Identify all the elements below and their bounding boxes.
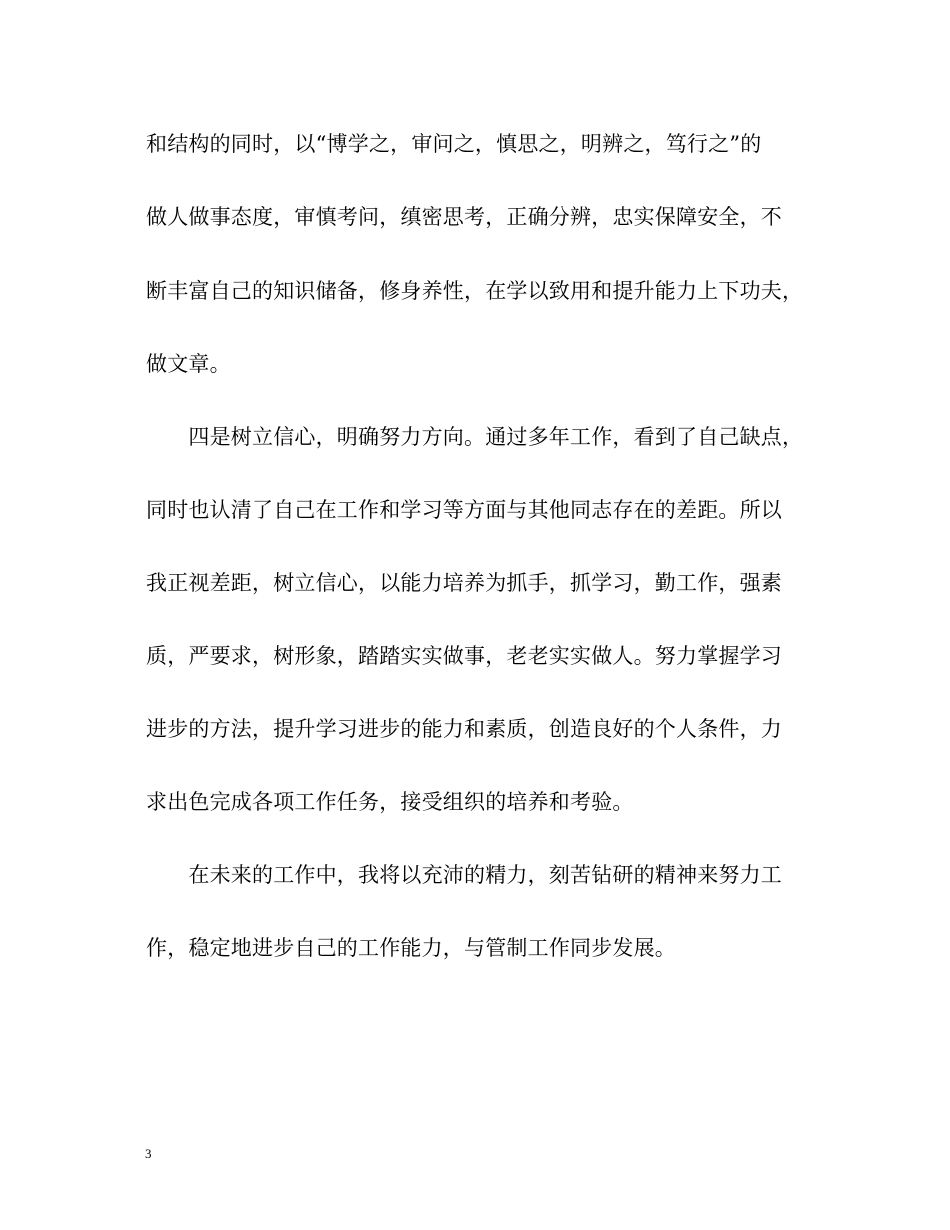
text-line: 在未来的工作中，我将以充沛的精力，刻苦钻研的精神来努力工 <box>146 863 782 887</box>
text-line: 进步的方法，提升学习进步的能力和素质，创造良好的个人条件，力 <box>146 717 782 741</box>
text-line: 求出色完成各项工作任务，接受组织的培养和考验。 <box>146 790 634 814</box>
text-line: 质，严要求，树形象，踏踏实实做事，老老实实做人。努力掌握学习 <box>146 644 782 668</box>
text-line: 作，稳定地进步自己的工作能力，与管制工作同步发展。 <box>146 936 676 960</box>
text-line: 断丰富自己的知识储备，修身养性，在学以致用和提升能力上下功夫， <box>146 279 804 303</box>
text-line: 做人做事态度，审慎考问，缜密思考，正确分辨，忠实保障安全，不 <box>146 205 782 229</box>
text-line: 和结构的同时，以“博学之，审问之，慎思之，明辨之，笃行之”的 <box>146 132 762 156</box>
text-line: 同时也认清了自己在工作和学习等方面与其他同志存在的差距。所以 <box>146 498 782 522</box>
text-line: 做文章。 <box>146 352 231 376</box>
page-number: 3 <box>145 1146 152 1161</box>
text-line: 四是树立信心，明确努力方向。通过多年工作，看到了自己缺点， <box>146 425 804 449</box>
text-line: 我正视差距，树立信心，以能力培养为抓手，抓学习，勤工作，强素 <box>146 571 782 595</box>
